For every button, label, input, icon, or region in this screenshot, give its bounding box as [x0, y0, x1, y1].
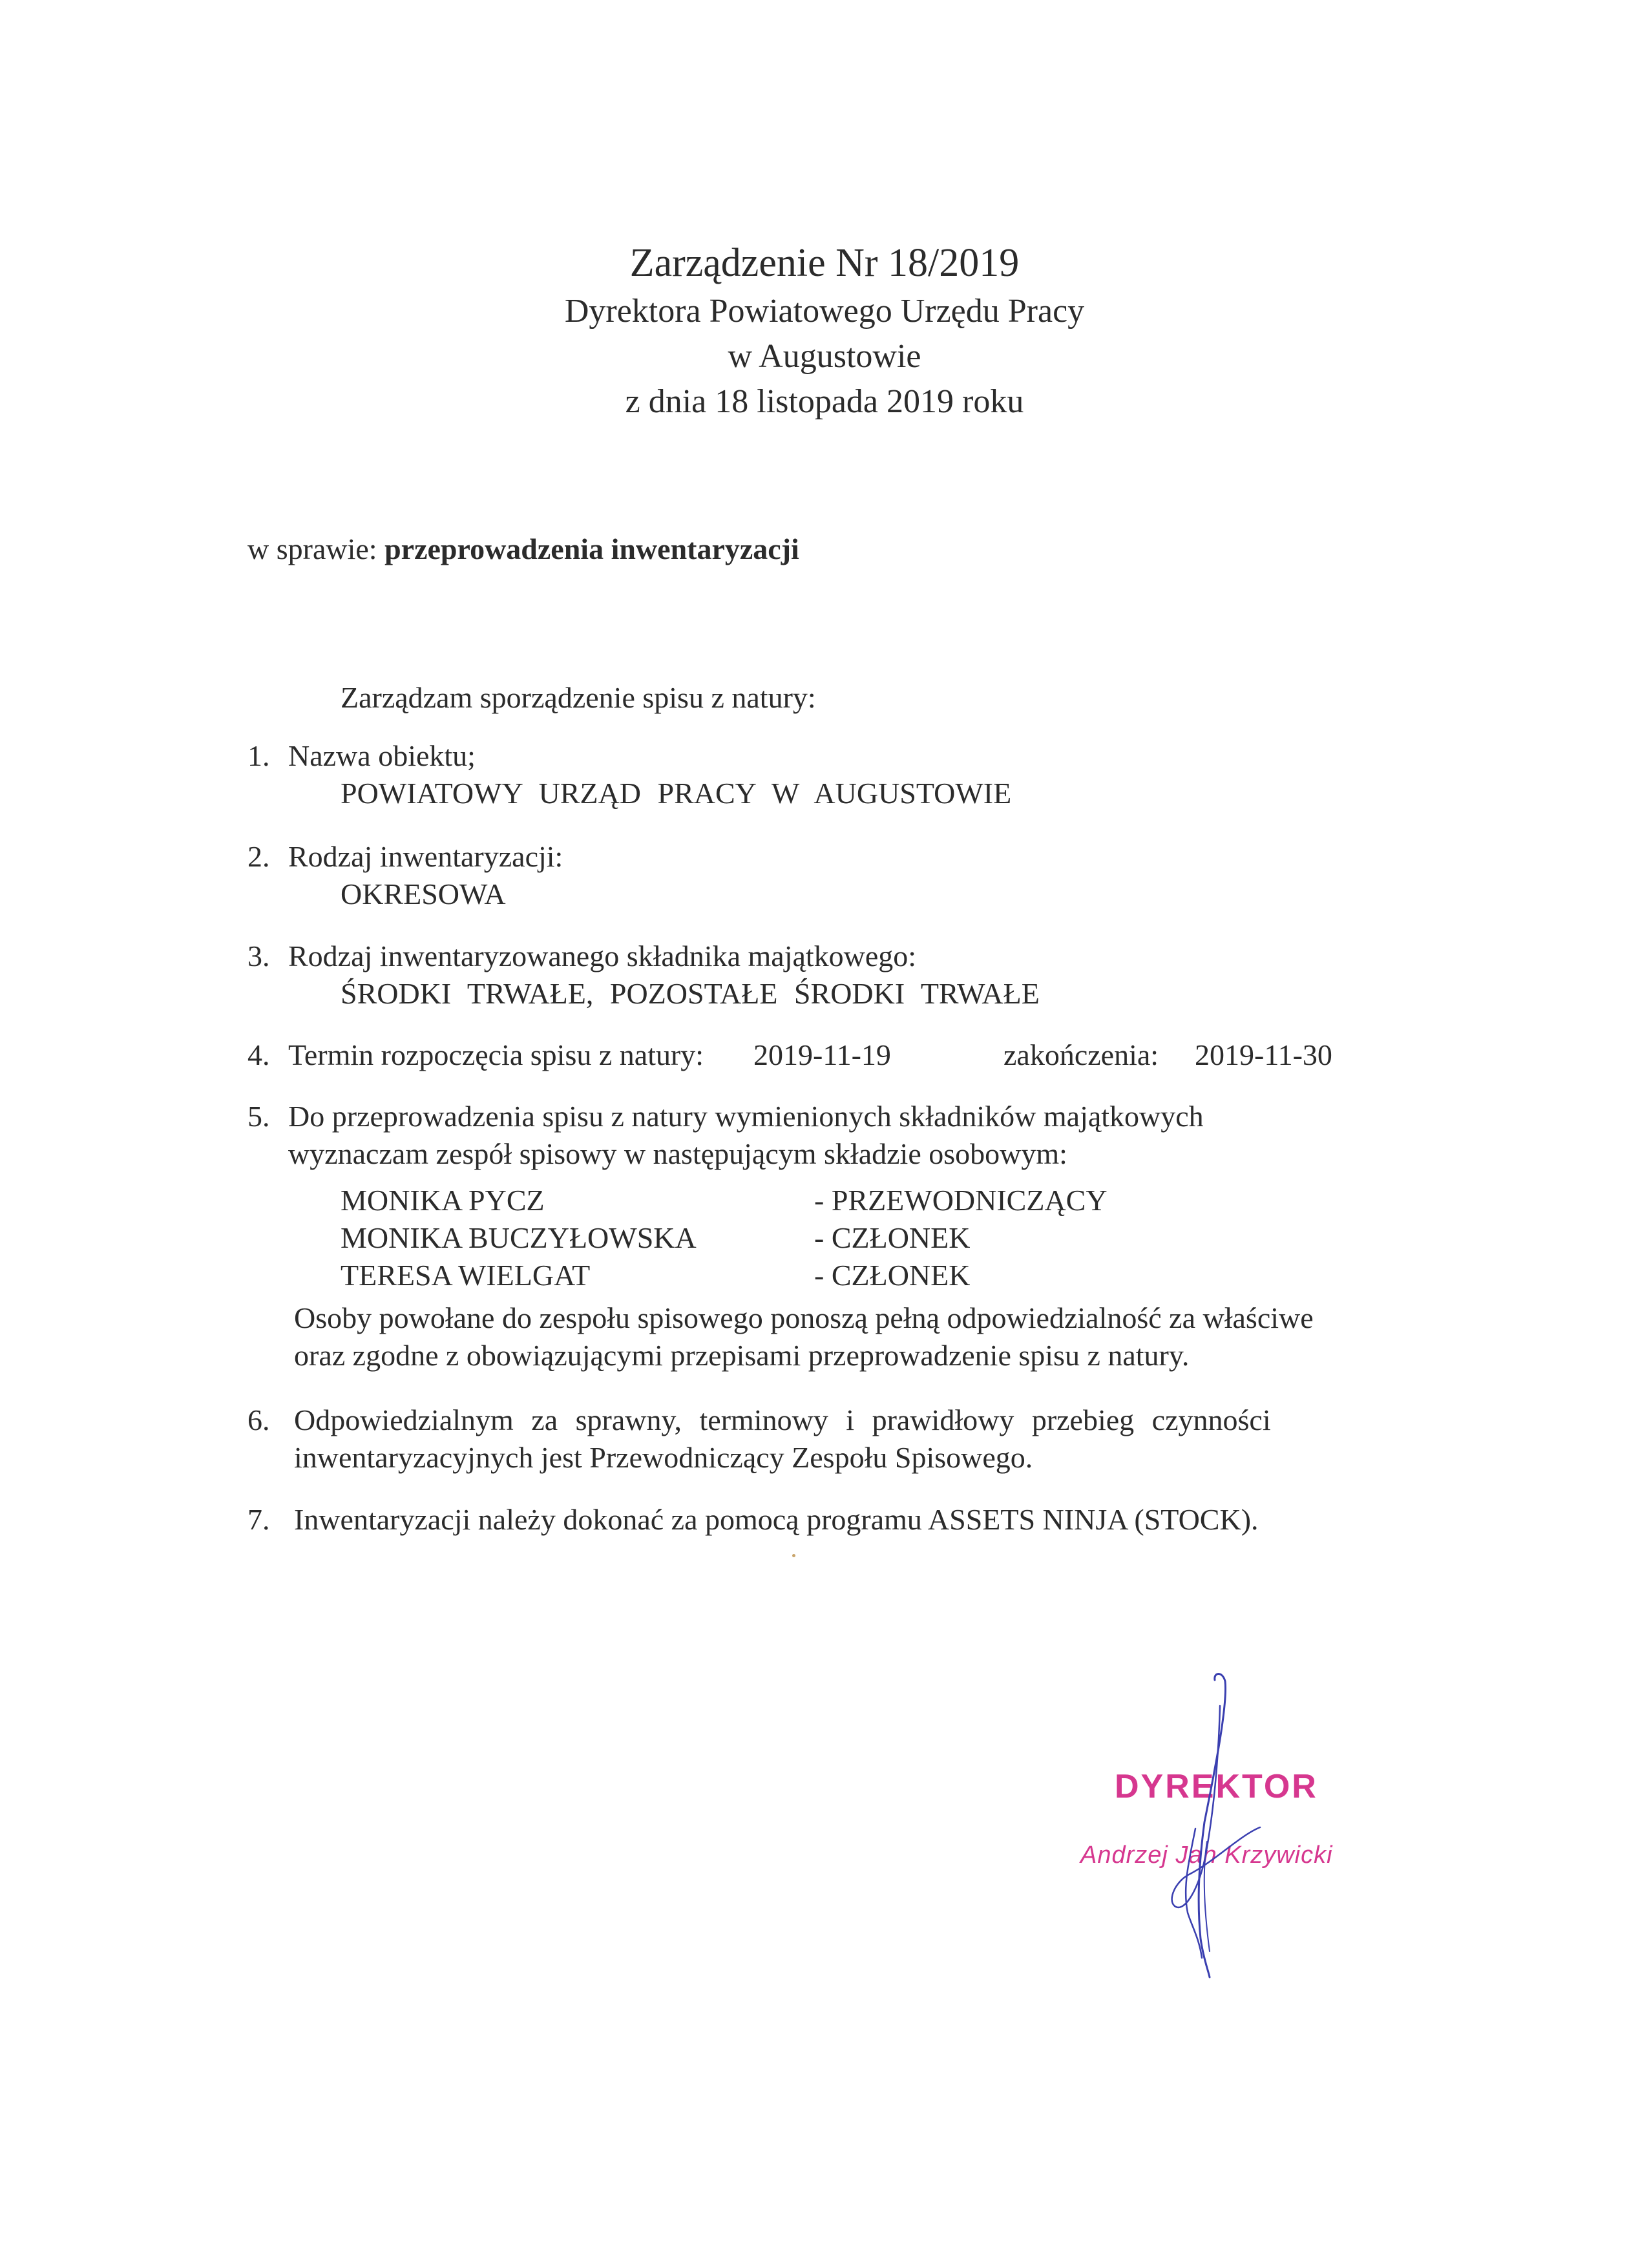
item-2-label: Rodzaj inwentaryzacji:: [288, 840, 563, 873]
handwritten-signature: [1137, 1667, 1279, 1990]
item-4-number: 4.: [247, 1038, 270, 1071]
item-4-end-label: zakończenia:: [1003, 1038, 1159, 1071]
document-title: Zarządzenie Nr 18/2019: [629, 241, 1020, 285]
item-5-line2: wyznaczam zespół spisowy w następującym składzie osobowym:: [288, 1137, 1067, 1170]
item-7-line1: Inwentaryzacji należy dokonać za pomocą programu ASSETS NINJA (STOCK).: [294, 1503, 1259, 1536]
item-5-note-line1: Osoby powołane do zespołu spisowego ponoszą pełną odpowiedzialność za właściwe: [294, 1301, 1314, 1334]
subject-prefix: w sprawie:: [247, 532, 377, 565]
item-1-number: 1.: [247, 739, 270, 772]
item-4-start-date: 2019-11-19: [753, 1038, 891, 1071]
item-2-value: OKRESOWA: [341, 877, 506, 910]
document-date: z dnia 18 listopada 2019 roku: [625, 383, 1024, 420]
member-name: MONIKA PYCZ: [341, 1184, 545, 1217]
item-3-value: ŚRODKI TRWAŁE, POZOSTAŁE ŚRODKI TRWAŁE: [341, 977, 1040, 1010]
director-stamp-title: DYREKTOR: [1115, 1768, 1318, 1805]
item-1-label: Nazwa obiektu;: [288, 739, 476, 772]
item-6-line1: Odpowiedzialnym za sprawny, terminowy i prawidłowy przebieg czynności: [294, 1403, 1271, 1436]
item-4-end-date: 2019-11-30: [1195, 1038, 1332, 1071]
director-stamp-name: Andrzej Jan Krzywicki: [1080, 1842, 1333, 1869]
item-5-number: 5.: [247, 1100, 270, 1133]
item-3-number: 3.: [247, 940, 270, 972]
member-name: MONIKA BUCZYŁOWSKA: [341, 1221, 697, 1254]
item-1-value: POWIATOWY URZĄD PRACY W AUGUSTOWIE: [341, 777, 1012, 810]
item-4-start-label: Termin rozpoczęcia spisu z natury:: [288, 1038, 704, 1071]
item-5-note-line2: oraz zgodne z obowiązującymi przepisami przeprowadzenie spisu z natury.: [294, 1339, 1190, 1372]
item-6-number: 6.: [247, 1403, 270, 1436]
item-7-number: 7.: [247, 1503, 270, 1536]
member-role: - CZŁONEK: [814, 1221, 971, 1254]
subject-text: przeprowadzenia inwentaryzacji: [384, 532, 799, 565]
member-role: - CZŁONEK: [814, 1259, 971, 1292]
item-3-label: Rodzaj inwentaryzowanego składnika majątkowego:: [288, 940, 917, 972]
member-role: - PRZEWODNICZĄCY: [814, 1184, 1108, 1217]
item-6-line2: inwentaryzacyjnych jest Przewodniczący Zespołu Spisowego.: [294, 1441, 1033, 1474]
scan-speck: [792, 1554, 795, 1557]
member-name: TERESA WIELGAT: [341, 1259, 591, 1292]
subject-line: [247, 530, 799, 569]
item-2-number: 2.: [247, 840, 270, 873]
issuer-location: w Augustowie: [728, 338, 921, 375]
intro-text: Zarządzam sporządzenie spisu z natury:: [341, 681, 816, 714]
item-5-line1: Do przeprowadzenia spisu z natury wymienionych składników majątkowych: [288, 1100, 1204, 1133]
issuer-line: Dyrektora Powiatowego Urzędu Pracy: [564, 293, 1085, 330]
